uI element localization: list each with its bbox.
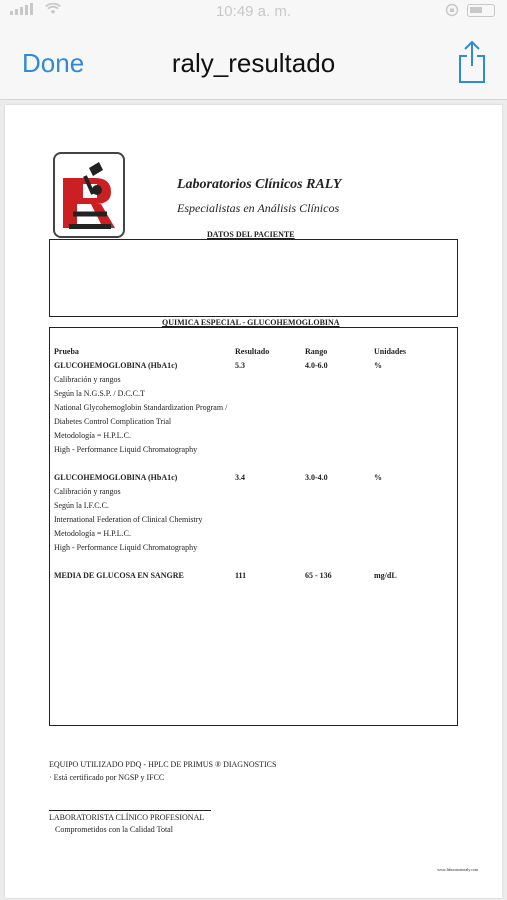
navigation-bar	[0, 26, 507, 100]
result-2-note: High - Performance Liquid Chromatography	[54, 543, 198, 552]
result-1-note: Metodología = H.P.L.C.	[54, 431, 131, 440]
share-icon[interactable]	[457, 40, 487, 84]
result-1-range: 4.0-6.0	[305, 361, 328, 370]
col-test: Prueba	[54, 347, 79, 356]
patient-section-title: DATOS DEL PACIENTE	[207, 230, 295, 239]
result-2-note: International Federation of Clinical Chemistry	[54, 515, 203, 524]
result-3-range: 65 - 136	[305, 571, 332, 580]
status-time: 10:49 a. m.	[215, 3, 292, 20]
lab-name: Laboratorios Clínicos RALY	[177, 177, 342, 192]
result-2-name: GLUCOHEMOGLOBINA (HbA1c)	[54, 473, 178, 482]
result-1-note: Calibración y rangos	[54, 375, 121, 384]
result-2-range: 3.0-4.0	[305, 473, 328, 482]
result-1-value: 5.3	[235, 361, 245, 370]
result-2-note: Calibración y rangos	[54, 487, 121, 496]
signature-title: LABORATORISTA CLÍNICO PROFESIONAL	[49, 813, 205, 822]
footer-url[interactable]: www.laboratorioraly.com	[437, 867, 478, 872]
pdf-page[interactable]	[5, 105, 502, 898]
battery-icon	[467, 4, 495, 17]
signature-motto: Comprometidos con la Calidad Total	[55, 825, 173, 834]
orientation-lock-icon	[445, 3, 459, 17]
document-title: raly_resultado	[171, 48, 336, 78]
result-2-note: Según la I.F.C.C.	[54, 501, 109, 510]
result-1-note: Según la N.G.S.P. / D.C.C.T	[54, 389, 145, 398]
lab-logo-icon	[55, 154, 123, 236]
result-3-value: 111	[235, 571, 247, 580]
result-1-note: National Glycohemoglobin Standardization Program /	[54, 403, 228, 412]
certification-line: · Está certificado por NGSP y IFCC	[49, 773, 165, 782]
result-3-unit: mg/dL	[374, 571, 397, 580]
signature-line	[49, 810, 211, 811]
status-bar	[0, 0, 507, 26]
result-2-note: Metodología = H.P.L.C.	[54, 529, 131, 538]
lab-logo	[53, 152, 125, 238]
col-result: Resultado	[235, 347, 270, 356]
test-section-title: QUIMICA ESPECIAL - GLUCOHEMOGLOBINA	[162, 318, 340, 327]
status-right	[445, 3, 495, 17]
results-table	[54, 345, 454, 705]
result-3-name: MEDIA DE GLUCOSA EN SANGRE	[54, 571, 184, 580]
equipment-line: EQUIPO UTILIZADO PDQ - HPLC DE PRIMUS ® DIAGNOSTICS	[49, 760, 277, 769]
col-units: Unidades	[374, 347, 407, 356]
lab-tagline: Especialistas en Análisis Clínicos	[177, 201, 340, 215]
result-1-unit: %	[374, 361, 382, 370]
result-1-note: High - Performance Liquid Chromatography	[54, 445, 198, 454]
result-1-note: Diabetes Control Complication Trial	[54, 417, 172, 426]
result-1-name: GLUCOHEMOGLOBINA (HbA1c)	[54, 361, 178, 370]
done-button[interactable]: Done	[22, 48, 85, 78]
result-2-value: 3.4	[235, 473, 245, 482]
patient-data-box	[49, 239, 458, 317]
result-2-unit: %	[374, 473, 382, 482]
col-range: Rango	[305, 347, 328, 356]
